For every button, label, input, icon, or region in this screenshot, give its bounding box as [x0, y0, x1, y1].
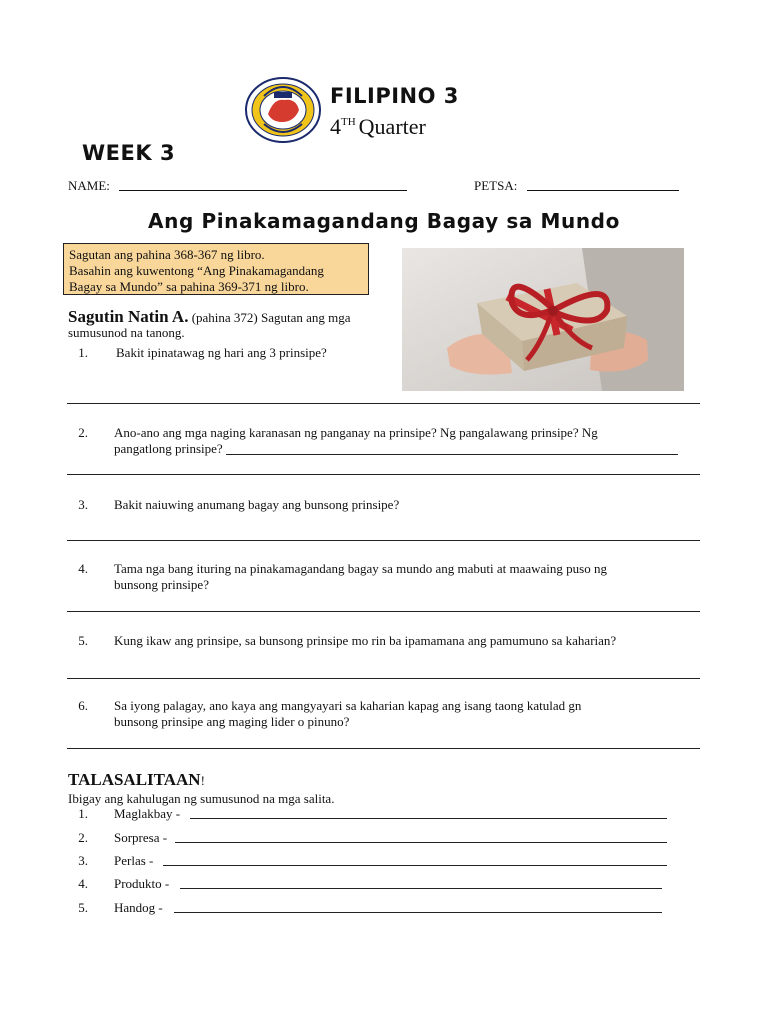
quarter-word: Quarter: [358, 114, 426, 139]
vocab-item: [68, 853, 688, 869]
question-number: 5.: [78, 633, 88, 648]
vocab-word: Perlas -: [114, 853, 154, 868]
vocab-number: 2.: [78, 830, 88, 845]
answer-line[interactable]: [67, 540, 700, 541]
instruction-box: [63, 243, 369, 295]
vocab-item: [68, 830, 688, 846]
vocab-answer-blank[interactable]: [174, 912, 662, 913]
answer-line[interactable]: [67, 403, 700, 404]
school-logo: [244, 76, 322, 144]
quarter-suffix: TH: [341, 116, 356, 128]
course-title: FILIPINO 3: [330, 84, 459, 108]
question-text: Bakit ipinatawag ng hari ang 3 prinsipe?: [116, 345, 327, 360]
section-a-heading-dot: .: [184, 307, 189, 326]
vocab-word: Maglakbay -: [114, 806, 181, 821]
vocab-answer-blank[interactable]: [175, 842, 667, 843]
answer-line[interactable]: [67, 611, 700, 612]
question-item: [68, 345, 398, 360]
vocab-number: 4.: [78, 876, 88, 891]
question-item: [68, 561, 708, 593]
quarter-label: [330, 114, 426, 140]
gift-image: [402, 248, 684, 391]
name-field[interactable]: [119, 190, 407, 191]
question-item: [68, 698, 708, 730]
question-number: 4.: [78, 561, 88, 576]
name-label: NAME:: [68, 178, 110, 193]
instruction-line: Sagutan ang pahina 368-367 ng libro.: [69, 247, 265, 262]
question-text: Ano-ano ang mga naging karanasan ng panganay na prinsipe? Ng pangalawang prinsipe? Ng: [114, 425, 598, 440]
answer-line[interactable]: [67, 748, 700, 749]
answer-line[interactable]: [67, 678, 700, 679]
page-title: Ang Pinakamagandang Bagay sa Mundo: [148, 209, 620, 233]
question-number: 2.: [78, 425, 88, 440]
question-text-line2: pangatlong prinsipe?: [114, 441, 223, 456]
question-text: Sa iyong palagay, ano kaya ang mangyayari sa kaharian kapag ang isang taong katulad gn: [114, 698, 582, 713]
question-text-line2: bunsong prinsipe ang maging lider o pinuno?: [114, 714, 350, 729]
vocab-word: Produkto -: [114, 876, 170, 891]
vocab-number: 3.: [78, 853, 88, 868]
vocab-item: [68, 806, 688, 822]
vocab-item: [68, 900, 688, 916]
talasalitaan-heading: [68, 770, 205, 790]
talasalitaan-title: TALASALITAAN: [68, 770, 201, 789]
question-text-line2: bunsong prinsipe?: [114, 577, 209, 592]
question-text-cont: [114, 441, 678, 456]
section-a-note: (pahina 372) Sagutan ang mga sumusunod na tanong.: [68, 310, 351, 340]
question-number: 1.: [78, 345, 88, 360]
talasalitaan-bang: !: [200, 773, 205, 788]
date-field[interactable]: [527, 190, 679, 191]
question-text: Kung ikaw ang prinsipe, sa bunsong prinsipe mo rin ba ipamamana ang pamumuno sa kaharian?: [114, 633, 617, 648]
instruction-line: Bagay sa Mundo” sa pahina 369-371 ng libro.: [69, 279, 309, 294]
question-number: 6.: [78, 698, 88, 713]
talasalitaan-instruction: Ibigay ang kahulugan ng sumusunod na mga salita.: [68, 791, 335, 806]
section-a-intro: [68, 309, 398, 340]
question-item: [68, 633, 708, 648]
section-a-heading: Sagutin Natin A: [68, 307, 185, 326]
instruction-line: Basahin ang kuwentong “Ang Pinakamagandang: [69, 263, 324, 278]
vocab-item: [68, 876, 688, 892]
question-number: 3.: [78, 497, 88, 512]
vocab-number: 5.: [78, 900, 88, 915]
question-text: Bakit naiuwing anumang bagay ang bunsong prinsipe?: [114, 497, 400, 512]
vocab-answer-blank[interactable]: [190, 818, 667, 819]
quarter-number: 4: [330, 114, 341, 139]
vocab-answer-blank[interactable]: [180, 888, 662, 889]
vocab-word: Handog -: [114, 900, 163, 915]
question-item: [68, 497, 708, 512]
answer-line[interactable]: [67, 474, 700, 475]
question-item: [68, 425, 708, 457]
vocab-number: 1.: [78, 806, 88, 821]
date-label: PETSA:: [474, 178, 518, 193]
vocab-word: Sorpresa -: [114, 830, 168, 845]
week-label: WEEK 3: [82, 141, 176, 165]
question-text: Tama nga bang ituring na pinakamagandang bagay sa mundo ang mabuti at maawaing puso ng: [114, 561, 607, 576]
answer-blank[interactable]: [226, 453, 678, 455]
vocab-answer-blank[interactable]: [163, 865, 667, 866]
